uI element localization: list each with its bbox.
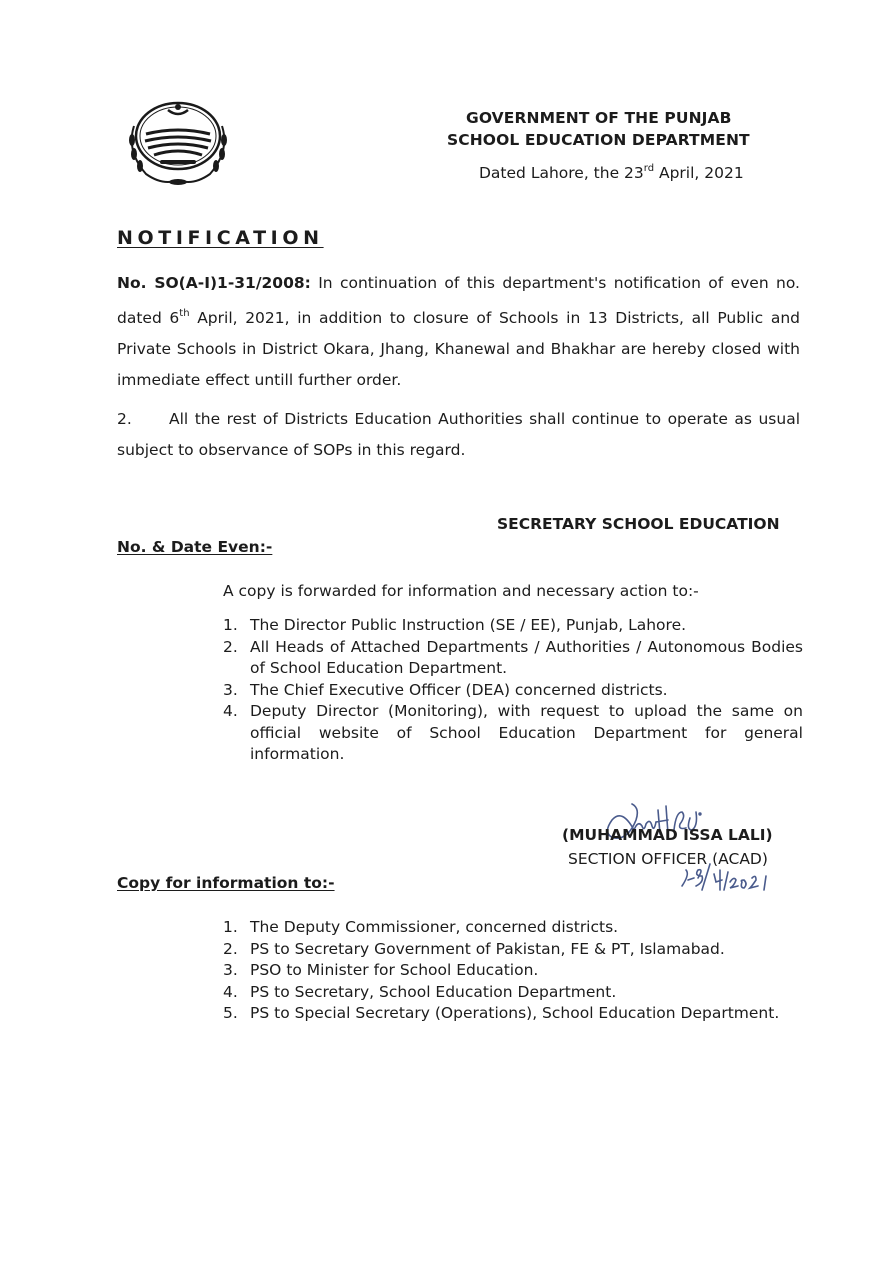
paragraph-2-text: All the rest of Districts Education Authorities shall continue to operate as usual subject to observance of SOPs in this regard. bbox=[117, 410, 800, 459]
list-item bbox=[223, 1003, 823, 1025]
reference-number: No. SO(A-I)1-31/2008: bbox=[117, 274, 311, 292]
list-item-text: PS to Special Secretary (Operations), School Education Department. bbox=[250, 1004, 780, 1022]
handwritten-signature bbox=[594, 790, 794, 900]
list-item bbox=[223, 637, 803, 680]
dated-line bbox=[479, 164, 744, 182]
list-item-text: The Director Public Instruction (SE / EE), Punjab, Lahore. bbox=[250, 616, 687, 634]
list-item-number: 2. bbox=[223, 939, 238, 958]
list-item-number: 4. bbox=[223, 982, 238, 1001]
government-title: GOVERNMENT OF THE PUNJAB bbox=[466, 109, 732, 127]
notification-paragraph-1 bbox=[117, 268, 800, 396]
forward-list bbox=[223, 615, 803, 766]
copy-information-heading: Copy for information to:- bbox=[117, 874, 335, 892]
list-item-number: 2. bbox=[223, 637, 238, 656]
list-item-number: 5. bbox=[223, 1004, 238, 1022]
list-item bbox=[223, 982, 823, 1004]
information-list bbox=[223, 917, 823, 1025]
list-item-number: 3. bbox=[223, 961, 238, 979]
paragraph-2-number: 2. bbox=[117, 410, 132, 428]
punjab-government-emblem-icon bbox=[118, 96, 238, 192]
list-item-text: The Deputy Commissioner, concerned districts. bbox=[250, 918, 619, 936]
list-item-text: PSO to Minister for School Education. bbox=[250, 961, 539, 979]
department-title: SCHOOL EDUCATION DEPARTMENT bbox=[447, 131, 750, 149]
notification-paragraph-2 bbox=[117, 404, 800, 466]
dated-prefix: Dated Lahore, the 23 bbox=[479, 164, 644, 183]
paragraph-1-text-b: April, 2021, in addition to closure of Schools in 13 Districts, all Public and Private Schools in District Okara, Jhang, Khanewal and Bhakhar are hereby closed with immediate effect untill further order. bbox=[117, 309, 801, 390]
list-item bbox=[223, 680, 803, 702]
list-item bbox=[223, 939, 823, 961]
list-item bbox=[223, 701, 803, 766]
list-item-text: Deputy Director (Monitoring), with request to upload the same on official website of School Education Department for general information. bbox=[250, 702, 803, 763]
paragraph-1-text-a: In continuation of this department's notification of even no. dated 6 bbox=[117, 274, 800, 328]
list-item bbox=[223, 615, 803, 637]
list-item-number: 1. bbox=[223, 918, 238, 936]
dated-year: April, 2021 bbox=[654, 164, 744, 183]
notification-title: NOTIFICATION bbox=[117, 227, 324, 249]
list-item-number: 4. bbox=[223, 702, 238, 720]
list-item-text: All Heads of Attached Departments / Authorities / Autonomous Bodies of School Education Department. bbox=[250, 637, 803, 677]
dated-suffix-sup: rd bbox=[643, 163, 655, 174]
list-item bbox=[223, 960, 823, 982]
list-item-number: 1. bbox=[223, 616, 238, 634]
list-item-number: 3. bbox=[223, 680, 238, 699]
paragraph-1-sup: th bbox=[179, 308, 190, 319]
list-item-text: PS to Secretary, School Education Department. bbox=[250, 982, 617, 1001]
copy-forward-intro: A copy is forwarded for information and necessary action to:- bbox=[223, 582, 699, 600]
list-item bbox=[223, 917, 823, 939]
signatory-name: (MUHAMMAD ISSA LALI) bbox=[562, 826, 773, 844]
secretary-signature-block: SECRETARY SCHOOL EDUCATION bbox=[497, 515, 780, 533]
no-date-even-heading: No. & Date Even:- bbox=[117, 538, 273, 556]
list-item-text: The Chief Executive Officer (DEA) concerned districts. bbox=[250, 680, 668, 699]
list-item-text: PS to Secretary Government of Pakistan, FE & PT, Islamabad. bbox=[250, 939, 725, 958]
signatory-designation: SECTION OFFICER (ACAD) bbox=[568, 850, 768, 868]
